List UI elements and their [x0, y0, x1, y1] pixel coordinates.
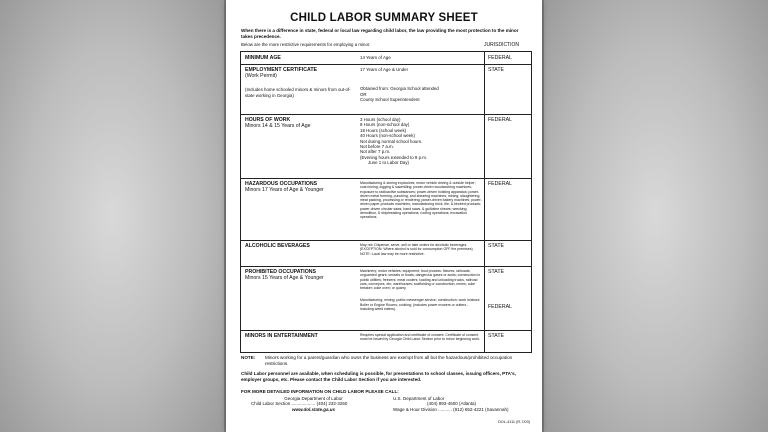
- row-category: [245, 67, 355, 98]
- row-jurisdiction: FEDERAL: [488, 55, 512, 61]
- category-heading: ALCOHOLIC BEVERAGES: [245, 243, 310, 249]
- requirements-table: [240, 51, 532, 353]
- detail-line: 40 Hours (non-school week): [360, 133, 415, 139]
- row-details: [360, 117, 482, 166]
- ga-section: Child Labor Section: [251, 401, 291, 407]
- us-division: Wage & Hour Division: [393, 406, 437, 412]
- category-heading: PROHIBITED OCCUPATIONS: [245, 269, 316, 275]
- detail-line: Obtained from: Georgia School attended: [360, 86, 439, 92]
- detail-line: (Evening hours extended to 9 p.m.: [360, 154, 428, 160]
- more-info-heading: FOR MORE DETAILED INFORMATION ON CHILD LABOR PLEASE CALL:: [241, 389, 399, 394]
- row-category: [245, 181, 355, 193]
- us-contact: [393, 396, 531, 412]
- detail-paragraph: Manufacturing; mining; public messenger service; construction; work in/about Boiler or Engine Rooms; cooking; (includes power mowers or cutters - including weed eaters).: [360, 298, 480, 312]
- blurred-background-right: [544, 0, 768, 432]
- row-details: [360, 269, 482, 311]
- us-dots: ...........: [438, 406, 452, 412]
- row-category: [245, 333, 355, 339]
- us-phone-atlanta: (404) 893-4600 (Atlanta): [427, 401, 477, 407]
- us-phone-savannah: (912) 652-4221 (Savannah): [453, 406, 509, 412]
- row-jurisdiction: STATE: [488, 269, 504, 275]
- table-row: [241, 266, 531, 331]
- table-row: [241, 178, 531, 241]
- personnel-text: Child Labor personnel are available, when scheduling is possible, for presentations to school classes, issuing officers, PTA's, employer groups, etc. Please contact the Child Labor Section if you are interested.: [241, 371, 516, 382]
- blurred-background-left: [0, 0, 224, 432]
- detail-line: 3 Hours (school day): [360, 117, 401, 122]
- category-subheading: (Work Permit): [245, 73, 277, 80]
- category-subheading: Minors 15 Years of Age & Younger: [245, 275, 324, 282]
- row-jurisdiction: STATE: [488, 333, 504, 339]
- row-category: [245, 243, 355, 249]
- detail-line: 18 Hours (school week): [360, 127, 407, 133]
- row-jurisdiction: STATE: [488, 243, 504, 249]
- table-row: [241, 64, 531, 115]
- category-heading: EMPLOYMENT CERTIFICATE: [245, 67, 317, 73]
- row-details: Manufacturing & storing explosives; motor vehicle driving & outside helper; coal mining; logging & sawmilling; power-driven woodworking machines; exposure to radioactive substances; power-driven hoisting apparatus; power-driven metal forming, punching, and shearing machines; mining; slaughtering; meat packing, processing or rendering; power-driven bakery machines; power-driven paper-products machines; manufacturing brick, tile, & kindred products; power-driven circular saws, band saws, & guillotine shears; wrecking, demolition, & shipbreaking operations; roofing operations; excavation operations.: [360, 181, 482, 220]
- ga-phone: (404) 232-3260: [316, 401, 348, 407]
- document-page: [226, 0, 542, 432]
- row-category: [245, 117, 355, 129]
- note-label: NOTE:: [241, 355, 256, 360]
- row-details: 14 Years of Age: [360, 55, 391, 60]
- detail-line: Not before 7 a.m.: [360, 144, 394, 150]
- form-number: DOL-4111 (R-7/03): [498, 420, 530, 424]
- detail-line: Not during normal school hours.: [360, 138, 423, 144]
- ga-dept-name: Georgia Department of Labor: [284, 396, 343, 401]
- row-jurisdiction: FEDERAL: [488, 117, 512, 123]
- detail-line: 8 Hours (non-school day): [360, 122, 410, 128]
- row-category: [245, 55, 355, 61]
- jurisdiction-header: JURISDICTION: [484, 42, 519, 48]
- detail-line: County School Superintendent: [360, 97, 420, 103]
- subintro-text: Below are the more restrictive requirements for employing a minor.: [241, 42, 371, 47]
- detail-line: June 1 to Labor Day): [368, 160, 410, 166]
- category-heading: HAZARDOUS OCCUPATIONS: [245, 181, 318, 187]
- category-heading: HOURS OF WORK: [245, 117, 291, 123]
- category-subheading: Minors 14 & 15 Years of Age: [245, 123, 311, 130]
- detail-line: Not after 7 p.m.: [360, 149, 391, 155]
- georgia-contact: [241, 396, 386, 412]
- row-details: May not: Dispense, serve, sell or take orders for alcoholic beverages. (EXCEPTION: Where alcohol is sold for consumption OFF the premises) NOTE: Local law may be more restrictive.: [360, 243, 473, 256]
- row-jurisdiction: STATE: [488, 67, 504, 73]
- row-category: [245, 269, 355, 281]
- note-text: Minors working for a parent/guardian who owns the business are exempt from all but the hazardous/prohibited occupation restrictions.: [265, 355, 513, 366]
- row-jurisdiction: FEDERAL: [488, 181, 512, 187]
- detail-line: OR: [360, 91, 367, 97]
- ga-dots: ...................: [291, 401, 316, 407]
- category-note: (Includes home schooled minors & minors from out-of-state working in Georgia): [245, 87, 351, 98]
- table-row: [241, 330, 531, 351]
- category-heading: MINORS IN ENTERTAINMENT: [245, 333, 318, 339]
- contacts: [241, 396, 531, 422]
- detail-paragraph: Machinery; motor vehicles; equipment; food process; fixtures; railroads; unguarded gears; vessels or boats; dangerous gases or acids; construction in public utilities; freezers; meat coolers; loading and unloading trucks, railroad cars, conveyors, etc; warehouses; scaffolding or construction; mines; coke breaker; coke oven; or quarry.: [360, 269, 481, 291]
- table-row: [241, 240, 531, 267]
- us-dept-name: U.S. Department of Labor: [393, 396, 445, 401]
- page-title: CHILD LABOR SUMMARY SHEET: [290, 12, 478, 24]
- row-jurisdiction: FEDERAL: [488, 304, 512, 310]
- note-section: [241, 355, 531, 366]
- ga-website-link[interactable]: www.dol.state.ga.us: [291, 406, 336, 412]
- detail-line: 17 Years of Age & Under: [360, 67, 409, 72]
- row-details: [360, 67, 482, 103]
- table-row: [241, 114, 531, 179]
- intro-text: When there is a difference in state, federal or local law regarding child labor, the law providing the most protection to the minor takes precedence.: [241, 28, 519, 39]
- row-details: Requires special application and certificate of consent. Certificate of consent must be issued by Georgia Child Labor Section prior to minor beginning work.: [360, 333, 481, 342]
- category-subheading: Minors 17 Years of Age & Younger: [245, 187, 324, 194]
- category-heading: MINIMUM AGE: [245, 55, 281, 61]
